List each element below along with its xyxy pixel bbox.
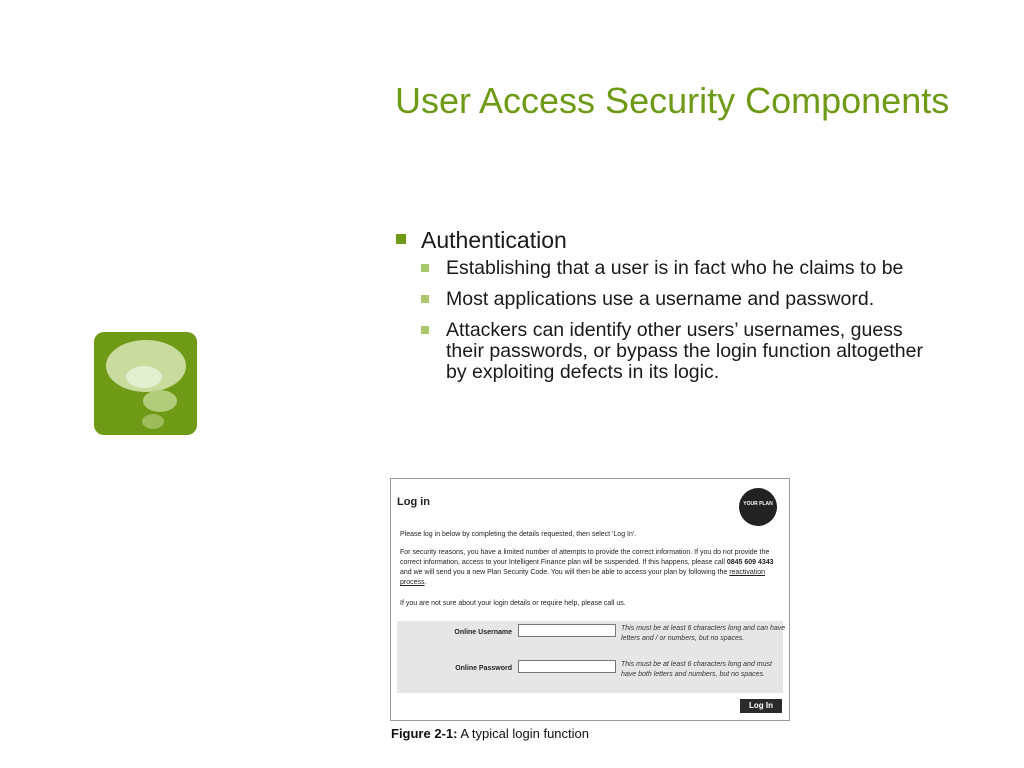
password-input[interactable]	[518, 660, 616, 673]
login-button[interactable]: Log In	[740, 699, 782, 713]
bullet-text: Authentication	[421, 227, 567, 253]
notice-text: and we will send you a new Plan Security Code. You will then be able to access your plan by following the	[400, 569, 730, 576]
sub-bullet	[421, 289, 926, 310]
security-notice	[400, 548, 780, 588]
caption-text: A typical login function	[457, 726, 589, 741]
login-form	[397, 621, 786, 693]
speech-bubble-icon	[94, 332, 197, 435]
password-label: Online Password	[455, 665, 512, 672]
sub-bullet-text: Most applications use a username and password.	[446, 288, 875, 310]
notice-text: For security reasons, you have a limited number of attempts to provide the correct information. If you do not provide the correct information, access to your Intelligent Finance plan will be suspended. If this happens, please call	[400, 549, 770, 566]
sub-bullet-text: Establishing that a user is in fact who he claims to be	[446, 257, 904, 279]
caption-label: Figure 2-1:	[391, 726, 458, 741]
bubble-small	[142, 414, 164, 429]
bubble-highlight	[126, 366, 162, 388]
username-hint: This must be at least 6 characters long and can have letters and / or numbers, but no spaces.	[621, 625, 786, 642]
figure-caption	[391, 726, 589, 741]
help-text: If you are not sure about your login details or require help, please call us.	[400, 600, 626, 607]
password-hint: This must be at least 6 characters long and must have both letters and numbers, but no spaces.	[621, 661, 772, 678]
sub-bullet-text: Attackers can identify other users’ usernames, guess their passwords, or bypass the login function altogether by exploiting defects in its logic.	[446, 319, 923, 383]
your-plan-logo-icon	[739, 488, 777, 526]
login-screenshot-figure	[390, 478, 790, 721]
bullet-list	[396, 226, 936, 393]
bullet-marker	[421, 295, 429, 303]
bullet-marker	[396, 234, 406, 244]
notice-text: .	[424, 579, 427, 586]
bullet-marker	[421, 264, 429, 272]
logo-text: YOUR PLAN	[743, 501, 773, 507]
slide-title: User Access Security Components	[395, 80, 950, 121]
reactivation-link[interactable]: reactivation process	[400, 569, 765, 586]
sub-bullet	[421, 258, 926, 279]
sub-bullet	[421, 320, 926, 383]
intro-text: Please log in below by completing the details requested, then select 'Log In'.	[400, 531, 637, 538]
login-heading: Log in	[397, 496, 430, 508]
phone-number: 0845 609 4343	[726, 559, 774, 566]
bullet-level1	[396, 226, 936, 254]
bubble-medium	[143, 390, 177, 412]
username-label: Online Username	[454, 629, 512, 636]
username-input[interactable]	[518, 624, 616, 637]
bullet-marker	[421, 326, 429, 334]
